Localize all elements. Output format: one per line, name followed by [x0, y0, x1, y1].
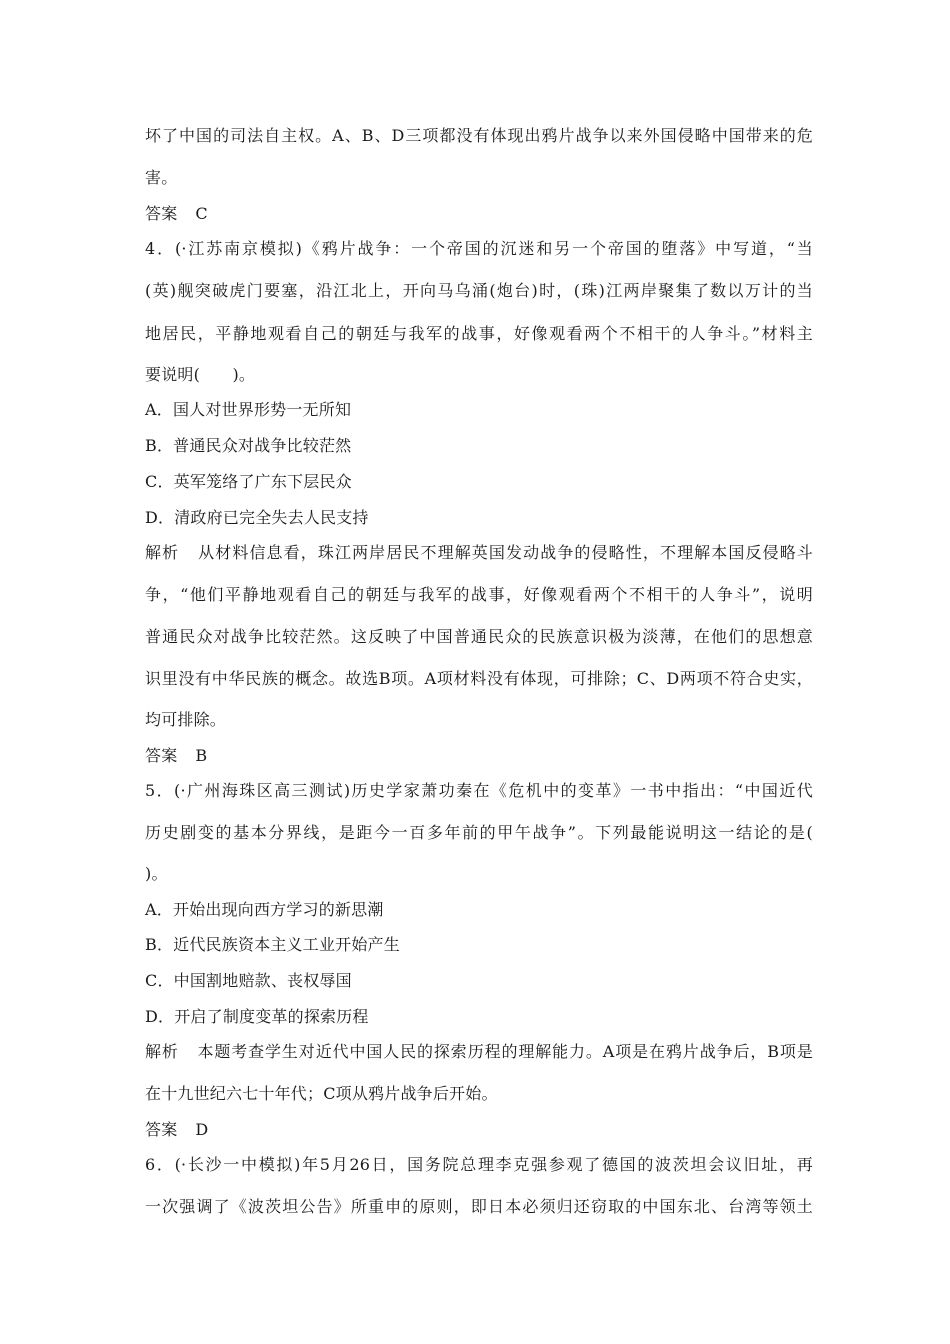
q6-stem-line-2: 一次强调了《波茨坦公告》所重申的原则，即日本必须归还窃取的中国东北、台湾等领土: [145, 1197, 813, 1216]
q4-option-a: A．国人对世界形势一无所知: [145, 400, 352, 419]
analysis-text: 从材料信息看，珠江两岸居民不理解英国发动战争的侵略性，不理解本国反侵略斗: [197, 543, 814, 562]
q5-option-c: C．中国割地赔款、丧权辱国: [145, 971, 352, 990]
q5-stem-line-2: 历史剧变的基本分界线，是距今一百多年前的甲午战争”。下列最能说明这一结论的是(: [145, 823, 813, 842]
q5-option-d: D．开启了制度变革的探索历程: [145, 1007, 369, 1026]
answer-value: B: [195, 746, 208, 765]
q4-option-c: C．英军笼络了广东下层民众: [145, 472, 352, 491]
q4-stem-line-1: 4．(·江苏南京模拟)《鸦片战争：一个帝国的沉迷和另一个帝国的堕落》中写道，“当: [145, 239, 813, 258]
q4-stem-line-2: (英)舰突破虎门要塞，沿江北上，开向马乌涌(炮台)时，(珠)江两岸聚集了数以万计的当: [145, 281, 813, 300]
q4-option-b: B．普通民众对战争比较茫然: [145, 436, 352, 455]
analysis-text: 本题考查学生对近代中国人民的探索历程的理解能力。A项是在鸦片战争后，B项是: [196, 1042, 813, 1061]
q4-analysis-line-2: 争，“他们平静地观看自己的朝廷与我军的战事，好像观看两个不相干的人争斗”，说明: [145, 585, 813, 604]
answer-label: 答案: [145, 1120, 178, 1139]
q5-option-a: A．开始出现向西方学习的新思潮: [145, 900, 384, 919]
answer-label: 答案: [145, 204, 178, 223]
q5-analysis-line-2: 在十九世纪六七十年代；C项从鸦片战争后开始。: [145, 1084, 498, 1103]
analysis-label: 解析: [145, 1042, 179, 1061]
q5-stem-line-1: 5．(·广州海珠区高三测试)历史学家萧功秦在《危机中的变革》一书中指出：“中国近代: [145, 781, 813, 800]
q5-analysis-line-1: [145, 1041, 813, 1063]
q4-analysis-line-5: 均可排除。: [145, 710, 227, 729]
q5-stem-line-3: )。: [145, 864, 168, 883]
answer-value: C: [195, 204, 208, 223]
q6-stem-line-1: 6．(·长沙一中模拟)年5月26日，国务院总理李克强参观了德国的波茨坦会议旧址，再: [145, 1155, 813, 1174]
answer-label: 答案: [145, 746, 178, 765]
answer-value: D: [195, 1120, 209, 1139]
q3-answer: [145, 203, 813, 225]
q4-stem-line-3: 地居民，平静地观看自己的朝廷与我军的战事，好像观看两个不相干的人争斗。”材料主: [145, 324, 813, 343]
q4-option-d: D．清政府已完全失去人民支持: [145, 508, 369, 527]
q3-analysis-line-1: 坏了中国的司法自主权。A、B、D三项都没有体现出鸦片战争以来外国侵略中国带来的危: [145, 126, 813, 145]
q3-analysis-line-2: 害。: [145, 168, 178, 187]
analysis-label: 解析: [145, 543, 180, 562]
q4-analysis-line-3: 普通民众对战争比较茫然。这反映了中国普通民众的民族意识极为淡薄，在他们的思想意: [145, 627, 813, 646]
q5-answer: [145, 1119, 813, 1141]
q4-analysis-line-1: [145, 542, 813, 564]
q5-option-b: B．近代民族资本主义工业开始产生: [145, 935, 400, 954]
q4-answer: [145, 745, 813, 767]
q4-analysis-line-4: 识里没有中华民族的概念。故选B项。A项材料没有体现，可排除；C、D两项不符合史实，: [145, 669, 813, 688]
q4-stem-line-4: 要说明( )。: [145, 365, 256, 384]
